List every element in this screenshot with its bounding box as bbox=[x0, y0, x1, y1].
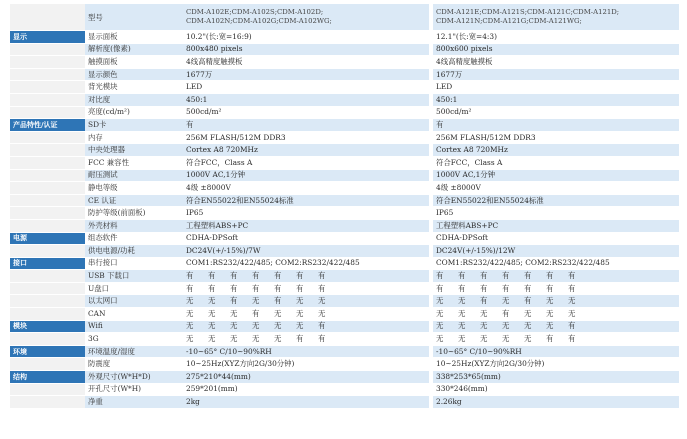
value-cell-b: 符合EN55022和EN55024标准 bbox=[433, 194, 679, 207]
table-row-weight bbox=[10, 396, 679, 408]
row-label: 串行接口 bbox=[85, 257, 183, 270]
availability-mark: 无 bbox=[186, 334, 194, 344]
row-label: 显示颜色 bbox=[85, 68, 183, 81]
row-label: 显示面板 bbox=[85, 31, 183, 44]
row-label: USB 下载口 bbox=[85, 270, 183, 283]
value-cell-a: 275*210*44(mm) bbox=[183, 371, 429, 384]
value-cell-b: IP65 bbox=[433, 207, 679, 220]
value-cell-b: 有 bbox=[433, 119, 679, 132]
availability-mark: 有 bbox=[274, 296, 282, 306]
value-cell-b: 4级 ±8000V bbox=[433, 182, 679, 195]
availability-mark: 有 bbox=[296, 334, 304, 344]
section-cell-empty bbox=[10, 144, 85, 157]
section-cell-empty bbox=[10, 308, 85, 321]
value-cell-a: LED bbox=[183, 81, 429, 94]
row-label: CAN bbox=[85, 308, 183, 321]
model-list-a: CDM-A102E;CDM-A102S;CDM-A102D; CDM-A102N;CDM-A102G;CDM-A102WG; bbox=[183, 4, 429, 31]
table-row-panel bbox=[10, 31, 679, 44]
table-row-backlight bbox=[10, 81, 679, 94]
value-cell-b: LED bbox=[433, 81, 679, 94]
availability-mark: 有 bbox=[502, 283, 510, 293]
table-row-udisk bbox=[10, 282, 679, 295]
section-cell-empty bbox=[10, 282, 85, 295]
row-label: 外壳材料 bbox=[85, 219, 183, 232]
table-row-fcc bbox=[10, 156, 679, 169]
value-cell-b bbox=[433, 282, 679, 295]
table-row-dims bbox=[10, 371, 679, 384]
availability-mark: 无 bbox=[458, 334, 466, 344]
row-label: 环境温度/湿度 bbox=[85, 345, 183, 358]
availability-mark: 无 bbox=[252, 334, 260, 344]
availability-mark: 有 bbox=[480, 271, 488, 281]
availability-mark: 无 bbox=[568, 296, 576, 306]
table-row-cutout bbox=[10, 383, 679, 396]
availability-mark: 无 bbox=[524, 321, 532, 331]
table-row-ip bbox=[10, 207, 679, 220]
row-label: SD卡 bbox=[85, 119, 183, 132]
availability-mark: 无 bbox=[436, 334, 444, 344]
section-cell-empty bbox=[10, 81, 85, 94]
availability-mark: 有 bbox=[546, 283, 554, 293]
availability-mark: 无 bbox=[436, 321, 444, 331]
row-label: Wifi bbox=[85, 320, 183, 333]
model-list-b: CDM-A121E;CDM-A121S;CDM-A121C;CDM-A121D; CDM-A121N;CDM-A121G;CDM-A121WG; bbox=[433, 4, 679, 31]
value-cell-b: 4线高精度触摸板 bbox=[433, 56, 679, 69]
section-label-interface: 接口 bbox=[10, 257, 85, 270]
section-cell-empty bbox=[10, 131, 85, 144]
availability-mark: 无 bbox=[502, 296, 510, 306]
row-label: 静电等级 bbox=[85, 182, 183, 195]
availability-mark: 无 bbox=[274, 334, 282, 344]
value-cell-a: 符合FCC，Class A bbox=[183, 156, 429, 169]
row-label: 耐压测试 bbox=[85, 169, 183, 182]
row-label: 触摸面板 bbox=[85, 56, 183, 69]
availability-mark: 无 bbox=[230, 321, 238, 331]
availability-mark: 有 bbox=[186, 283, 194, 293]
availability-mark: 有 bbox=[274, 271, 282, 281]
section-cell-empty bbox=[10, 93, 85, 106]
section-label-module: 模块 bbox=[10, 320, 85, 333]
availability-mark: 无 bbox=[524, 334, 532, 344]
value-cell-a bbox=[183, 308, 429, 321]
value-cell-a: 1000V AC,1分钟 bbox=[183, 169, 429, 182]
value-cell-a: Cortex A8 720MHz bbox=[183, 144, 429, 157]
availability-mark: 无 bbox=[480, 308, 488, 318]
table-row-colors bbox=[10, 68, 679, 81]
value-cell-b: 256M FLASH/512M DDR3 bbox=[433, 131, 679, 144]
availability-mark: 有 bbox=[230, 296, 238, 306]
row-label: 型号 bbox=[85, 4, 183, 31]
value-cell-a bbox=[183, 333, 429, 346]
value-cell-a bbox=[183, 295, 429, 308]
value-cell-a: 10~25Hz(XYZ方向2G/30分钟) bbox=[183, 358, 429, 371]
availability-mark: 无 bbox=[524, 308, 532, 318]
value-cell-b: 800x600 pixels bbox=[433, 43, 679, 56]
table-row-esd bbox=[10, 182, 679, 195]
value-cell-b: Cortex A8 720MHz bbox=[433, 144, 679, 157]
row-label: 亮度(cd/m²) bbox=[85, 106, 183, 119]
value-cell-a: 500cd/m² bbox=[183, 106, 429, 119]
availability-mark: 无 bbox=[252, 321, 260, 331]
value-cell-b: 符合FCC，Class A bbox=[433, 156, 679, 169]
availability-mark: 无 bbox=[296, 308, 304, 318]
availability-mark: 有 bbox=[458, 271, 466, 281]
availability-mark: 无 bbox=[186, 308, 194, 318]
value-cell-a: CDHA-DPSoft bbox=[183, 232, 429, 245]
table-row-3g bbox=[10, 333, 679, 346]
value-cell-a: IP65 bbox=[183, 207, 429, 220]
row-label: 防护等级(前面板) bbox=[85, 207, 183, 220]
value-cell-a bbox=[183, 282, 429, 295]
spec-table-wrapper bbox=[10, 3, 679, 408]
availability-mark: 无 bbox=[296, 321, 304, 331]
availability-mark: 有 bbox=[296, 271, 304, 281]
section-cell-empty bbox=[10, 4, 85, 31]
value-cell-b: 工程塑料ABS+PC bbox=[433, 219, 679, 232]
availability-mark: 无 bbox=[318, 296, 326, 306]
table-row-serial bbox=[10, 257, 679, 270]
value-cell-a bbox=[183, 270, 429, 283]
value-cell-a: DC24V(+/-15%)/7W bbox=[183, 245, 429, 258]
availability-mark: 有 bbox=[524, 283, 532, 293]
section-cell-empty bbox=[10, 43, 85, 56]
value-cell-a: -10~65° C/10~90%RH bbox=[183, 345, 429, 358]
table-row-touch bbox=[10, 56, 679, 69]
availability-mark: 有 bbox=[274, 283, 282, 293]
value-cell-a: 1677万 bbox=[183, 68, 429, 81]
row-label: 供电电源/功耗 bbox=[85, 245, 183, 258]
value-cell-b: 10~25Hz(XYZ方向2G/30分钟) bbox=[433, 358, 679, 371]
availability-mark: 无 bbox=[208, 308, 216, 318]
row-label: FCC 兼容性 bbox=[85, 156, 183, 169]
availability-mark: 无 bbox=[546, 296, 554, 306]
availability-mark: 有 bbox=[524, 296, 532, 306]
table-row-cpu bbox=[10, 144, 679, 157]
table-row-vibration bbox=[10, 358, 679, 371]
availability-mark: 无 bbox=[208, 296, 216, 306]
availability-mark: 无 bbox=[480, 321, 488, 331]
value-cell-a: 4线高精度触摸板 bbox=[183, 56, 429, 69]
availability-mark: 无 bbox=[436, 308, 444, 318]
availability-mark: 有 bbox=[296, 283, 304, 293]
availability-mark: 无 bbox=[502, 334, 510, 344]
availability-mark: 无 bbox=[458, 308, 466, 318]
availability-mark: 无 bbox=[274, 321, 282, 331]
availability-mark: 有 bbox=[208, 283, 216, 293]
row-label: 3G bbox=[85, 333, 183, 346]
value-cell-b bbox=[433, 270, 679, 283]
section-cell-empty bbox=[10, 169, 85, 182]
availability-mark: 有 bbox=[546, 334, 554, 344]
availability-mark: 无 bbox=[318, 308, 326, 318]
availability-mark: 有 bbox=[252, 308, 260, 318]
value-cell-a bbox=[183, 320, 429, 333]
table-row-material bbox=[10, 219, 679, 232]
row-label: 以太网口 bbox=[85, 295, 183, 308]
table-row-temp bbox=[10, 345, 679, 358]
spec-table bbox=[10, 3, 679, 408]
availability-mark: 无 bbox=[230, 308, 238, 318]
availability-mark: 无 bbox=[458, 321, 466, 331]
table-row-brightness bbox=[10, 106, 679, 119]
row-label: 组态软件 bbox=[85, 232, 183, 245]
value-cell-a: 10.2"(长:宽=16:9) bbox=[183, 31, 429, 44]
section-label-environment: 环境 bbox=[10, 345, 85, 358]
availability-mark: 有 bbox=[568, 271, 576, 281]
value-cell-b bbox=[433, 308, 679, 321]
availability-mark: 无 bbox=[458, 296, 466, 306]
table-row-resolution bbox=[10, 43, 679, 56]
value-cell-a: 450:1 bbox=[183, 93, 429, 106]
value-cell-a: COM1:RS232/422/485; COM2:RS232/422/485 bbox=[183, 257, 429, 270]
section-cell-empty bbox=[10, 106, 85, 119]
section-cell-empty bbox=[10, 295, 85, 308]
availability-mark: 有 bbox=[208, 271, 216, 281]
availability-mark: 无 bbox=[568, 308, 576, 318]
availability-mark: 无 bbox=[502, 321, 510, 331]
availability-mark: 有 bbox=[502, 271, 510, 281]
availability-mark: 有 bbox=[318, 283, 326, 293]
value-cell-a: 800x480 pixels bbox=[183, 43, 429, 56]
row-label: 背光模块 bbox=[85, 81, 183, 94]
section-label-power: 电源 bbox=[10, 232, 85, 245]
section-cell-empty bbox=[10, 219, 85, 232]
row-label: 对比度 bbox=[85, 93, 183, 106]
row-label: CE 认证 bbox=[85, 194, 183, 207]
value-cell-b: CDHA-DPSoft bbox=[433, 232, 679, 245]
row-label: 解析度(像素) bbox=[85, 43, 183, 56]
availability-mark: 有 bbox=[230, 283, 238, 293]
availability-mark: 无 bbox=[252, 296, 260, 306]
section-cell-empty bbox=[10, 207, 85, 220]
section-cell-empty bbox=[10, 56, 85, 69]
value-cell-a: 4级 ±8000V bbox=[183, 182, 429, 195]
availability-mark: 无 bbox=[208, 334, 216, 344]
table-row-ethernet bbox=[10, 295, 679, 308]
table-row-contrast bbox=[10, 93, 679, 106]
section-cell-empty bbox=[10, 270, 85, 283]
availability-mark: 无 bbox=[480, 334, 488, 344]
row-label: U盘口 bbox=[85, 282, 183, 295]
availability-mark: 无 bbox=[186, 321, 194, 331]
row-label: 开孔尺寸(W*H) bbox=[85, 383, 183, 396]
value-cell-b: DC24V(+/-15%)/12W bbox=[433, 245, 679, 258]
availability-mark: 有 bbox=[568, 283, 576, 293]
section-cell-empty bbox=[10, 245, 85, 258]
value-cell-b: 500cd/m² bbox=[433, 106, 679, 119]
value-cell-b: 338*253*65(mm) bbox=[433, 371, 679, 384]
section-cell-empty bbox=[10, 68, 85, 81]
availability-mark: 无 bbox=[186, 296, 194, 306]
table-row-ce bbox=[10, 194, 679, 207]
availability-mark: 有 bbox=[318, 271, 326, 281]
table-row-memory bbox=[10, 131, 679, 144]
availability-mark: 有 bbox=[230, 271, 238, 281]
value-cell-a: 256M FLASH/512M DDR3 bbox=[183, 131, 429, 144]
table-row-usb bbox=[10, 270, 679, 283]
availability-mark: 无 bbox=[546, 308, 554, 318]
section-cell-empty bbox=[10, 383, 85, 396]
section-label-display: 显示 bbox=[10, 31, 85, 44]
value-cell-b: 12.1"(长:宽=4:3) bbox=[433, 31, 679, 44]
availability-mark: 无 bbox=[546, 321, 554, 331]
availability-mark: 有 bbox=[436, 283, 444, 293]
availability-mark: 无 bbox=[274, 308, 282, 318]
row-label: 外观尺寸(W*H*D) bbox=[85, 371, 183, 384]
availability-mark: 无 bbox=[436, 296, 444, 306]
availability-mark: 无 bbox=[230, 334, 238, 344]
availability-mark: 有 bbox=[568, 334, 576, 344]
availability-mark: 无 bbox=[208, 321, 216, 331]
availability-mark: 有 bbox=[480, 296, 488, 306]
availability-mark: 有 bbox=[318, 321, 326, 331]
value-cell-b bbox=[433, 333, 679, 346]
value-cell-b bbox=[433, 295, 679, 308]
section-label-features: 产品特性/认证 bbox=[10, 119, 85, 132]
availability-mark: 有 bbox=[502, 308, 510, 318]
section-cell-empty bbox=[10, 156, 85, 169]
value-cell-b: 330*246(mm) bbox=[433, 383, 679, 396]
availability-mark: 有 bbox=[568, 321, 576, 331]
table-row-software bbox=[10, 232, 679, 245]
availability-mark: 无 bbox=[296, 296, 304, 306]
availability-mark: 有 bbox=[252, 271, 260, 281]
table-row-model bbox=[10, 4, 679, 31]
value-cell-a: 有 bbox=[183, 119, 429, 132]
availability-mark: 有 bbox=[318, 334, 326, 344]
value-cell-b bbox=[433, 320, 679, 333]
row-label: 净重 bbox=[85, 396, 183, 408]
availability-mark: 有 bbox=[458, 283, 466, 293]
value-cell-a: 259*201(mm) bbox=[183, 383, 429, 396]
table-row-can bbox=[10, 308, 679, 321]
table-row-withstand bbox=[10, 169, 679, 182]
section-cell-empty bbox=[10, 194, 85, 207]
availability-mark: 有 bbox=[524, 271, 532, 281]
table-row-sd bbox=[10, 119, 679, 132]
value-cell-b: 1677万 bbox=[433, 68, 679, 81]
value-cell-a: 工程塑料ABS+PC bbox=[183, 219, 429, 232]
availability-mark: 有 bbox=[252, 283, 260, 293]
availability-mark: 有 bbox=[186, 271, 194, 281]
value-cell-b: COM1:RS232/422/485; COM2:RS232/422/485 bbox=[433, 257, 679, 270]
value-cell-a: 符合EN55022和EN55024标准 bbox=[183, 194, 429, 207]
section-cell-empty bbox=[10, 182, 85, 195]
section-cell-empty bbox=[10, 333, 85, 346]
availability-mark: 有 bbox=[546, 271, 554, 281]
value-cell-b: 1000V AC,1分钟 bbox=[433, 169, 679, 182]
row-label: 中央处理器 bbox=[85, 144, 183, 157]
value-cell-b: 2.26kg bbox=[433, 396, 679, 408]
availability-mark: 有 bbox=[480, 283, 488, 293]
availability-mark: 有 bbox=[436, 271, 444, 281]
section-label-structure: 结构 bbox=[10, 371, 85, 384]
table-row-wifi bbox=[10, 320, 679, 333]
section-cell-empty bbox=[10, 396, 85, 408]
row-label: 防震度 bbox=[85, 358, 183, 371]
row-label: 内存 bbox=[85, 131, 183, 144]
section-cell-empty bbox=[10, 358, 85, 371]
value-cell-a: 2kg bbox=[183, 396, 429, 408]
table-row-supply bbox=[10, 245, 679, 258]
value-cell-b: 450:1 bbox=[433, 93, 679, 106]
value-cell-b: -10~65° C/10~90%RH bbox=[433, 345, 679, 358]
